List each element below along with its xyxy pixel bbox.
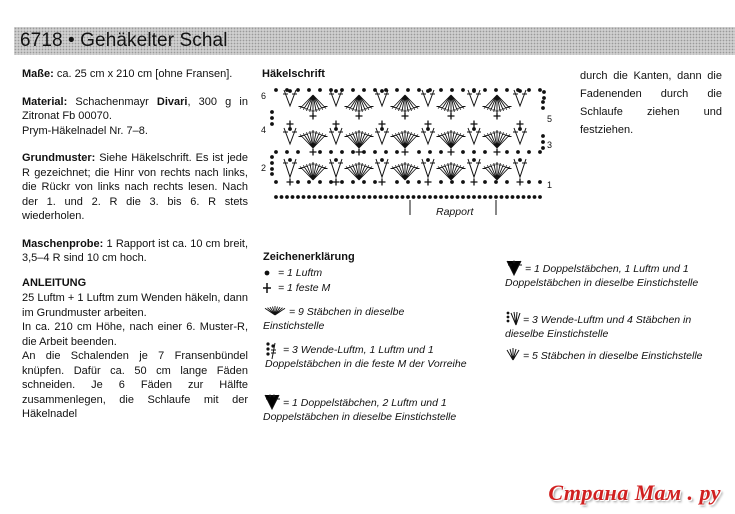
fan-stitch-group	[345, 162, 374, 180]
fan-stitch-group	[483, 130, 512, 148]
single-crochet-mark	[517, 121, 524, 128]
chain-dot	[494, 88, 498, 92]
chain-dot	[505, 195, 509, 199]
single-crochet-mark	[402, 113, 409, 120]
turning-chain-fan-4-icon	[505, 310, 521, 328]
fan-stitch-group	[299, 95, 328, 113]
chain-dot	[439, 150, 443, 154]
chain-dot	[505, 150, 509, 154]
chain-dot	[417, 195, 421, 199]
fan-stitch-group	[299, 162, 328, 180]
legend-text-luftm: = 1 Luftm	[278, 267, 323, 279]
chain-dot	[329, 88, 333, 92]
chain-dot	[518, 127, 522, 131]
instruction-p3: An die Schalenden je 7 Fransenbündel knüpfen. Dafür ca. 50 cm lange Fäden schneiden. Je 6 Fäden zur Hälfte zusammenlegen, die Schlaufe mit der Häkelnadel	[22, 350, 248, 420]
chain-dot	[285, 88, 289, 92]
maschenprobe-text: 1 Rapport ist ca. 10 cm breit, 3,5–4 R sind 10 cm hoch.	[22, 237, 248, 264]
single-crochet-mark	[379, 179, 386, 186]
chain-dot	[390, 195, 394, 199]
chain-dot	[270, 161, 274, 165]
left-column	[22, 67, 248, 422]
chain-dot	[362, 150, 366, 154]
chain-dot	[456, 195, 460, 199]
chain-dot	[302, 195, 306, 199]
grundmuster-paragraph	[22, 151, 248, 224]
chain-dot	[318, 88, 322, 92]
row-number-1: 1	[547, 180, 553, 190]
chain-dot	[334, 158, 338, 162]
chain-dot	[541, 134, 545, 138]
chain-dot	[395, 180, 399, 184]
row-number-4: 4	[261, 125, 267, 135]
chain-dot	[516, 195, 520, 199]
chain-dot	[478, 195, 482, 199]
chain-dot	[296, 180, 300, 184]
legend-item-5-staebchen	[505, 349, 715, 363]
chain-dot	[538, 88, 542, 92]
chain-dot	[472, 195, 476, 199]
chain-dot	[329, 195, 333, 199]
chain-dot	[538, 180, 542, 184]
diagram-title: Häkelschrift	[262, 68, 325, 80]
chain-dot	[384, 88, 388, 92]
row-number-5: 5	[547, 114, 553, 124]
chain-dot	[541, 106, 545, 110]
chain-dot	[406, 180, 410, 184]
fan-9-path	[265, 306, 285, 315]
chain-dot	[483, 88, 487, 92]
chain-dot	[274, 88, 278, 92]
chain-dot	[472, 88, 476, 92]
chain-dot	[373, 195, 377, 199]
legend-item-9-staebchen	[263, 305, 463, 333]
chain-dot	[296, 150, 300, 154]
chain-dot	[538, 150, 542, 154]
chain-dot	[362, 180, 366, 184]
fan-stitch-group	[345, 95, 374, 113]
chain-dot	[406, 195, 410, 199]
chain-dot	[450, 88, 454, 92]
chain-dot	[318, 150, 322, 154]
chain-dot	[518, 158, 522, 162]
fan-5-stitches-icon	[505, 347, 521, 361]
chain-dot	[318, 180, 322, 184]
legend-title: Zeichenerklärung	[263, 251, 355, 263]
chain-dot	[472, 158, 476, 162]
material-brand: Divari	[156, 95, 188, 108]
chain-dot	[373, 150, 377, 154]
single-crochet-mark	[310, 113, 317, 120]
single-crochet-mark	[356, 113, 363, 120]
fan-stitch-group	[437, 130, 466, 148]
legend-item-v-2-luftm	[263, 396, 478, 424]
chain-dot	[274, 195, 278, 199]
chain-dot	[270, 110, 274, 114]
chain-dot	[395, 195, 399, 199]
material-text-pre: Schachenmayr	[67, 95, 157, 108]
fan-stitch-group	[299, 130, 328, 148]
chain-dot	[461, 88, 465, 92]
chain-dot	[340, 88, 344, 92]
fan-stitch-group	[483, 162, 512, 180]
chain-dot	[351, 180, 355, 184]
chain-dot	[483, 180, 487, 184]
fan-stitch-group	[391, 130, 420, 148]
chain-dot	[270, 122, 274, 126]
legend-text-wende-4-staebchen: = 3 Wende-Luftm und 4 Stäbchen in dieselbe Einstichstelle	[505, 314, 692, 340]
chain-dot	[467, 195, 471, 199]
chain-dot	[541, 140, 545, 144]
legend-item-wende-4-staebchen	[505, 313, 720, 341]
chain-dot	[527, 88, 531, 92]
masse-label: Maße:	[22, 68, 54, 80]
chain-dot	[434, 195, 438, 199]
chain-dot	[307, 195, 311, 199]
chain-dot	[285, 195, 289, 199]
chain-dot	[395, 88, 399, 92]
single-crochet-mark	[287, 179, 294, 186]
single-crochet-mark	[310, 149, 317, 156]
v-stitch-1-chain-icon	[505, 259, 523, 277]
material-label: Material:	[22, 95, 68, 108]
chain-dot	[406, 88, 410, 92]
chain-dot	[340, 150, 344, 154]
chain-dot	[450, 195, 454, 199]
single-crochet-mark	[356, 149, 363, 156]
chain-dot	[461, 180, 465, 184]
chain-dot	[291, 195, 295, 199]
chain-dot	[307, 88, 311, 92]
fan-stitch-group	[437, 95, 466, 113]
single-crochet-mark	[333, 121, 340, 128]
chain-dot	[296, 88, 300, 92]
legend-text-5-staebchen: = 5 Stäbchen in dieselbe Einstichstelle	[523, 350, 703, 362]
fan-9-stitches-icon	[263, 303, 287, 317]
chain-dot	[362, 88, 366, 92]
single-crochet-mark	[287, 121, 294, 128]
single-crochet-mark	[448, 113, 455, 120]
chain-stitch-icon	[263, 267, 275, 279]
v-stitch-2-chain-icon	[263, 393, 281, 411]
rapport-label: Rapport	[436, 206, 474, 218]
row-number-2: 2	[261, 163, 267, 173]
chain-dot	[516, 88, 520, 92]
chain-dot	[445, 195, 449, 199]
legend-text-wende-luftm-1: = 3 Wende-Luftm, 1 Luftm und 1 Doppelstäbchen in die feste M der Vorreihe	[265, 344, 467, 370]
single-crochet-mark	[333, 179, 340, 186]
material-text-post: , 300 g in Zitronat Fb 00070.	[22, 95, 248, 122]
chain-dot	[313, 195, 317, 199]
chain-dot	[351, 150, 355, 154]
grundmuster-label: Grundmuster:	[22, 152, 96, 164]
single-crochet-mark	[517, 179, 524, 186]
legend-text-v-1-luftm: = 1 Doppelstäbchen, 1 Luftm und 1 Doppelstäbchen in dieselbe Einstichstelle	[505, 263, 699, 289]
chain-dot	[426, 127, 430, 131]
material-line2: Prym-Häkelnadel Nr. 7–8.	[22, 124, 148, 137]
row-number-6: 6	[261, 91, 267, 101]
chain-dot	[538, 195, 542, 199]
fan-stitch-group	[391, 95, 420, 113]
legend-text-v-2-luftm: = 1 Doppelstäbchen, 2 Luftm und 1 Doppelstäbchen in dieselbe Einstichstelle	[263, 397, 457, 423]
chain-dot	[450, 180, 454, 184]
chain-dot	[380, 158, 384, 162]
legend-text-9-staebchen: = 9 Stäbchen in dieselbe Einstichstelle	[263, 306, 405, 332]
chain-dot	[384, 150, 388, 154]
chain-dot	[489, 195, 493, 199]
chain-dot	[541, 146, 545, 150]
legend-item-feste-m	[263, 281, 483, 295]
chain-dot	[428, 195, 432, 199]
chain-dot	[412, 195, 416, 199]
chain-dot	[483, 195, 487, 199]
chain-dot	[373, 180, 377, 184]
crochet-chart	[258, 82, 558, 222]
page-title: 6718 • Gehäkelter Schal	[20, 30, 228, 51]
chain-dot	[373, 88, 377, 92]
chain-dot	[274, 180, 278, 184]
chain-dot	[368, 195, 372, 199]
single-crochet-mark	[379, 121, 386, 128]
chain-dot	[296, 195, 300, 199]
single-crochet-mark	[425, 179, 432, 186]
single-crochet-mark	[494, 113, 501, 120]
single-crochet-mark	[448, 149, 455, 156]
masse-text: ca. 25 cm x 210 cm [ohne Fransen].	[53, 68, 233, 80]
legend-item-luftm	[263, 266, 483, 280]
chain-dot	[274, 150, 278, 154]
chain-dot	[505, 180, 509, 184]
chain-dot	[527, 195, 531, 199]
chain-dot	[423, 195, 427, 199]
fan-stitch-group	[483, 95, 512, 113]
chain-dot	[270, 167, 274, 171]
maschenprobe-label: Maschenprobe:	[22, 237, 104, 250]
chain-dot	[511, 195, 515, 199]
chain-dot	[357, 195, 361, 199]
chain-dot	[483, 150, 487, 154]
chain-dot	[362, 195, 366, 199]
fan-stitch-group	[345, 130, 374, 148]
chain-dot	[542, 90, 546, 94]
chain-dot	[270, 116, 274, 120]
chain-dot	[426, 158, 430, 162]
chain-dot	[494, 195, 498, 199]
chain-dot	[340, 195, 344, 199]
chain-dot	[439, 180, 443, 184]
chain-dot	[533, 195, 537, 199]
chain-dot	[329, 150, 333, 154]
fan-stitch-group	[391, 162, 420, 180]
chain-dot	[417, 150, 421, 154]
anleitung-heading: ANLEITUNG	[22, 276, 87, 289]
chain-dot	[472, 150, 476, 154]
chain-dot	[380, 89, 384, 93]
chain-dot	[428, 88, 432, 92]
chain-dot	[428, 150, 432, 154]
single-crochet-mark	[471, 179, 478, 186]
chain-dot	[417, 180, 421, 184]
chain-dot	[288, 158, 292, 162]
chain-dot	[351, 88, 355, 92]
instruction-p2: In ca. 210 cm Höhe, nach einer 6. Muster-R, die Arbeit beenden.	[22, 321, 248, 348]
chain-dot	[461, 195, 465, 199]
single-crochet-mark	[425, 121, 432, 128]
chain-dot	[505, 88, 509, 92]
single-crochet-icon	[263, 282, 275, 294]
legend-text-feste-m: = 1 feste M	[278, 282, 331, 294]
chain-dot	[379, 195, 383, 199]
chain-dot	[280, 195, 284, 199]
chain-dot	[318, 195, 322, 199]
chain-dot	[351, 195, 355, 199]
chain-dot	[527, 180, 531, 184]
grundmuster-text: Siehe Häkelschrift. Es ist jede R gezeichnet; die Hinr von rechts nach links, die Rückr von links nach rechts lesen. Nach der 1. und 2. R die 3. bis 6. R stets wiederholen.	[22, 152, 248, 222]
chain-dot	[439, 88, 443, 92]
row-number-3: 3	[547, 140, 553, 150]
chain-dot	[500, 195, 504, 199]
chain-dot	[542, 96, 546, 100]
chain-dot	[334, 127, 338, 131]
instruction-p1: 25 Luftm + 1 Luftm zum Wenden häkeln, dann im Grundmuster arbeiten.	[22, 292, 248, 319]
legend-item-wende-luftm-1	[265, 343, 480, 371]
chain-dot	[439, 195, 443, 199]
chain-dot	[340, 180, 344, 184]
chain-dot	[494, 180, 498, 184]
legend-item-v-1-luftm	[505, 262, 715, 290]
chain-dot	[285, 150, 289, 154]
chain-dot	[472, 127, 476, 131]
single-crochet-mark	[471, 121, 478, 128]
chain-dot	[384, 195, 388, 199]
chain-dot	[541, 100, 545, 104]
chain-dot	[516, 150, 520, 154]
single-crochet-mark	[402, 149, 409, 156]
maschenprobe-paragraph	[22, 237, 248, 266]
chain-dot	[527, 150, 531, 154]
chain-dot	[324, 195, 328, 199]
chain-dot	[346, 195, 350, 199]
chain-dot	[461, 150, 465, 154]
right-column	[580, 67, 722, 139]
turning-chain-double-icon	[265, 341, 279, 363]
chain-dot	[270, 155, 274, 159]
chain-dot	[334, 89, 338, 93]
single-crochet-mark	[494, 149, 501, 156]
chain-dot	[395, 150, 399, 154]
watermark-logo: Страна Мам . ру	[548, 480, 721, 505]
chain-dot	[288, 127, 292, 131]
material-paragraph	[22, 95, 248, 139]
chain-dot	[307, 180, 311, 184]
fan-stitch-group	[437, 162, 466, 180]
chain-dot	[335, 195, 339, 199]
chain-dot	[401, 195, 405, 199]
chain-dot	[270, 172, 274, 176]
masse-paragraph	[22, 67, 248, 82]
chain-dot	[522, 195, 526, 199]
chain-dot	[329, 180, 333, 184]
chain-dot	[417, 88, 421, 92]
instruction-continued: durch die Kanten, dann die Fadenenden durch die Schlaufe ziehen und festziehen.	[580, 70, 722, 136]
chain-dot	[380, 127, 384, 131]
